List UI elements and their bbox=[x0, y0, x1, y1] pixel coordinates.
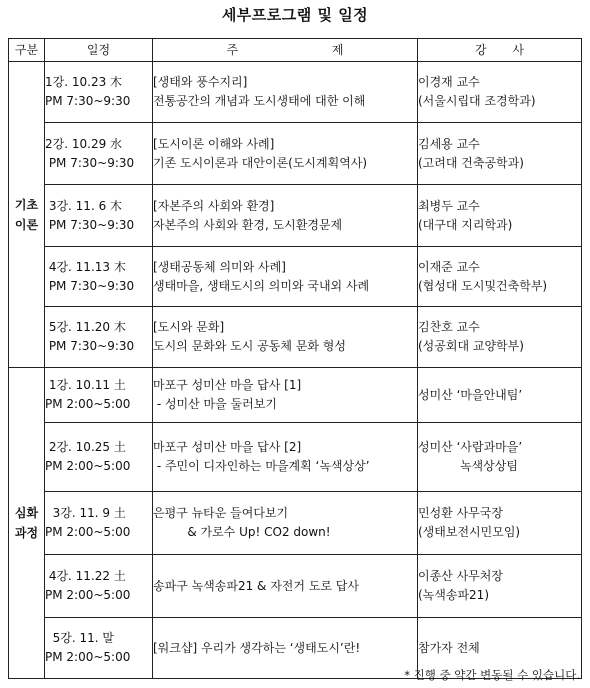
table-row bbox=[9, 307, 582, 368]
section-label-line: 이론 bbox=[14, 217, 39, 232]
topic-cell-line: [생태와 풍수지리] bbox=[153, 75, 248, 89]
date-cell-line: PM 7:30~9:30 bbox=[45, 155, 135, 170]
topic-cell-line: 기존 도시이론과 대안이론(도시계획역사) bbox=[153, 155, 368, 170]
date-cell-line: PM 2:00~5:00 bbox=[45, 650, 131, 664]
header-lecturer-label: 강 사 bbox=[475, 42, 524, 57]
section-label bbox=[9, 62, 45, 368]
topic-cell-line: 생태마을, 생태도시의 의미와 국내외 사례 bbox=[153, 278, 370, 293]
topic-cell bbox=[153, 62, 418, 123]
topic-cell bbox=[153, 555, 418, 618]
lecturer-cell-line: 김찬호 교수 bbox=[418, 320, 480, 334]
topic-cell bbox=[153, 185, 418, 247]
lecturer-cell-line: (협성대 도시및건축학부) bbox=[418, 278, 548, 293]
lecturer-cell-line: 참가자 전체 bbox=[418, 640, 480, 655]
date-cell bbox=[45, 423, 153, 492]
lecturer-cell bbox=[418, 307, 582, 368]
date-cell-line: PM 7:30~9:30 bbox=[45, 278, 135, 293]
topic-cell-line: 도시의 문화와 도시 공동체 문화 형성 bbox=[153, 339, 346, 353]
topic-cell-line: [도시와 문화] bbox=[153, 320, 225, 334]
date-cell-line: PM 2:00~5:00 bbox=[45, 525, 131, 539]
topic-cell bbox=[153, 247, 418, 307]
date-cell bbox=[45, 492, 153, 555]
topic-cell-line: & 가로수 Up! CO2 down! bbox=[153, 525, 331, 539]
lecturer-cell-line: 성미산 ‘마을안내팀’ bbox=[418, 387, 523, 402]
topic-cell-line: [생태공동체 의미와 사례] bbox=[153, 259, 286, 274]
lecturer-cell bbox=[418, 423, 582, 492]
date-cell-line: 2강. 10.25 土 bbox=[45, 440, 126, 454]
lecturer-cell-line: 이경재 교수 bbox=[418, 75, 480, 89]
lecturer-cell-line: (성공회대 교양학부) bbox=[418, 339, 524, 353]
date-cell bbox=[45, 62, 153, 123]
lecturer-cell bbox=[418, 492, 582, 555]
date-cell bbox=[45, 368, 153, 423]
topic-cell bbox=[153, 123, 418, 185]
date-cell-line: 3강. 11. 6 木 bbox=[45, 198, 123, 213]
lecturer-cell-line: (녹색송파21) bbox=[418, 588, 490, 602]
topic-cell-line: 은평구 뉴타운 들여다보기 bbox=[153, 506, 289, 520]
topic-cell bbox=[153, 492, 418, 555]
lecturer-cell bbox=[418, 123, 582, 185]
table-row bbox=[9, 123, 582, 185]
page-title: 세부프로그램 및 일정 bbox=[221, 6, 369, 24]
table-row bbox=[9, 185, 582, 247]
table-row bbox=[9, 368, 582, 423]
date-cell-line: 3강. 11. 9 土 bbox=[45, 506, 126, 520]
topic-cell bbox=[153, 618, 418, 679]
lecturer-cell-line: 김세용 교수 bbox=[418, 136, 480, 151]
schedule-body bbox=[9, 62, 582, 679]
date-cell bbox=[45, 307, 153, 368]
table-row bbox=[9, 62, 582, 123]
header-topic-label: 주 제 bbox=[226, 42, 344, 57]
lecturer-cell bbox=[418, 555, 582, 618]
schedule-table bbox=[8, 38, 582, 679]
topic-cell-line: - 주민이 디자인하는 마을계획 ‘녹색상상’ bbox=[153, 459, 370, 473]
lecturer-cell-line: (고려대 건축공학과) bbox=[418, 155, 524, 170]
date-cell-line: PM 7:30~9:30 bbox=[45, 339, 135, 353]
topic-cell-line: 송파구 녹색송파21 & 자전거 도로 답사 bbox=[153, 578, 359, 593]
topic-cell-line: [도시이론 이해와 사례] bbox=[153, 136, 275, 151]
lecturer-cell bbox=[418, 368, 582, 423]
topic-cell bbox=[153, 368, 418, 423]
date-cell-line: PM 2:00~5:00 bbox=[45, 459, 131, 473]
topic-cell-line: 마포구 성미산 마을 답사 [2] bbox=[153, 440, 302, 454]
date-cell bbox=[45, 247, 153, 307]
lecturer-cell-line: (생태보전시민모임) bbox=[418, 525, 521, 539]
topic-cell-line: 마포구 성미산 마을 답사 [1] bbox=[153, 378, 302, 392]
date-cell bbox=[45, 123, 153, 185]
header-topic bbox=[153, 39, 418, 62]
table-row bbox=[9, 492, 582, 555]
lecturer-cell-line: 성미산 ‘사람과마을’ bbox=[418, 440, 523, 454]
topic-cell-line: [워크샵] 우리가 생각하는 ‘생태도시’란! bbox=[153, 640, 361, 655]
header-lecturer bbox=[418, 39, 582, 62]
date-cell-line: 4강. 11.22 土 bbox=[45, 569, 126, 583]
lecturer-cell-line: (서울시립대 조경학과) bbox=[418, 94, 536, 108]
date-cell-line: PM 2:00~5:00 bbox=[45, 588, 131, 602]
date-cell-line: 1강. 10.11 土 bbox=[45, 378, 126, 392]
lecturer-cell-line: 최병두 교수 bbox=[418, 198, 480, 213]
topic-cell bbox=[153, 307, 418, 368]
section-label-line: 기초 bbox=[14, 197, 39, 212]
table-row bbox=[9, 247, 582, 307]
topic-cell-line: [자본주의 사회와 환경] bbox=[153, 198, 275, 213]
date-cell-line: 5강. 11. 말 bbox=[45, 631, 114, 645]
date-cell-line: 2강. 10.29 水 bbox=[45, 136, 123, 151]
section-label bbox=[9, 368, 45, 679]
header-category: 구분 bbox=[9, 39, 45, 62]
date-cell-line: 5강. 11.20 木 bbox=[45, 320, 126, 334]
section-label-line: 심화 bbox=[14, 506, 39, 520]
lecturer-cell bbox=[418, 247, 582, 307]
lecturer-cell-line: 녹색상상팀 bbox=[418, 459, 518, 473]
date-cell-line: 4강. 11.13 木 bbox=[45, 259, 126, 274]
section-label-line: 과정 bbox=[14, 526, 39, 540]
topic-cell-line: 자본주의 사회와 환경, 도시환경문제 bbox=[153, 217, 343, 232]
date-cell-line: 1강. 10.23 木 bbox=[45, 75, 123, 89]
table-row bbox=[9, 555, 582, 618]
table-header-row bbox=[9, 39, 582, 62]
header-date: 일정 bbox=[45, 39, 153, 62]
date-cell-line: PM 7:30~9:30 bbox=[45, 94, 131, 108]
lecturer-cell bbox=[418, 62, 582, 123]
lecturer-cell-line: 이종산 사무처장 bbox=[418, 569, 503, 583]
lecturer-cell-line: (대구대 지리학과) bbox=[418, 217, 513, 232]
lecturer-cell-line: 이재준 교수 bbox=[418, 259, 480, 274]
date-cell-line: PM 2:00~5:00 bbox=[45, 397, 131, 411]
date-cell bbox=[45, 618, 153, 679]
footnote: * 진행 중 약간 변동될 수 있습니다. bbox=[404, 668, 580, 682]
topic-cell-line: 전통공간의 개념과 도시생태에 대한 이해 bbox=[153, 94, 366, 108]
date-cell bbox=[45, 185, 153, 247]
topic-cell bbox=[153, 423, 418, 492]
lecturer-cell bbox=[418, 185, 582, 247]
table-row bbox=[9, 423, 582, 492]
date-cell bbox=[45, 555, 153, 618]
lecturer-cell-line: 민성환 사무국장 bbox=[418, 506, 503, 520]
topic-cell-line: - 성미산 마을 둘러보기 bbox=[153, 397, 277, 411]
date-cell-line: PM 7:30~9:30 bbox=[45, 217, 135, 232]
